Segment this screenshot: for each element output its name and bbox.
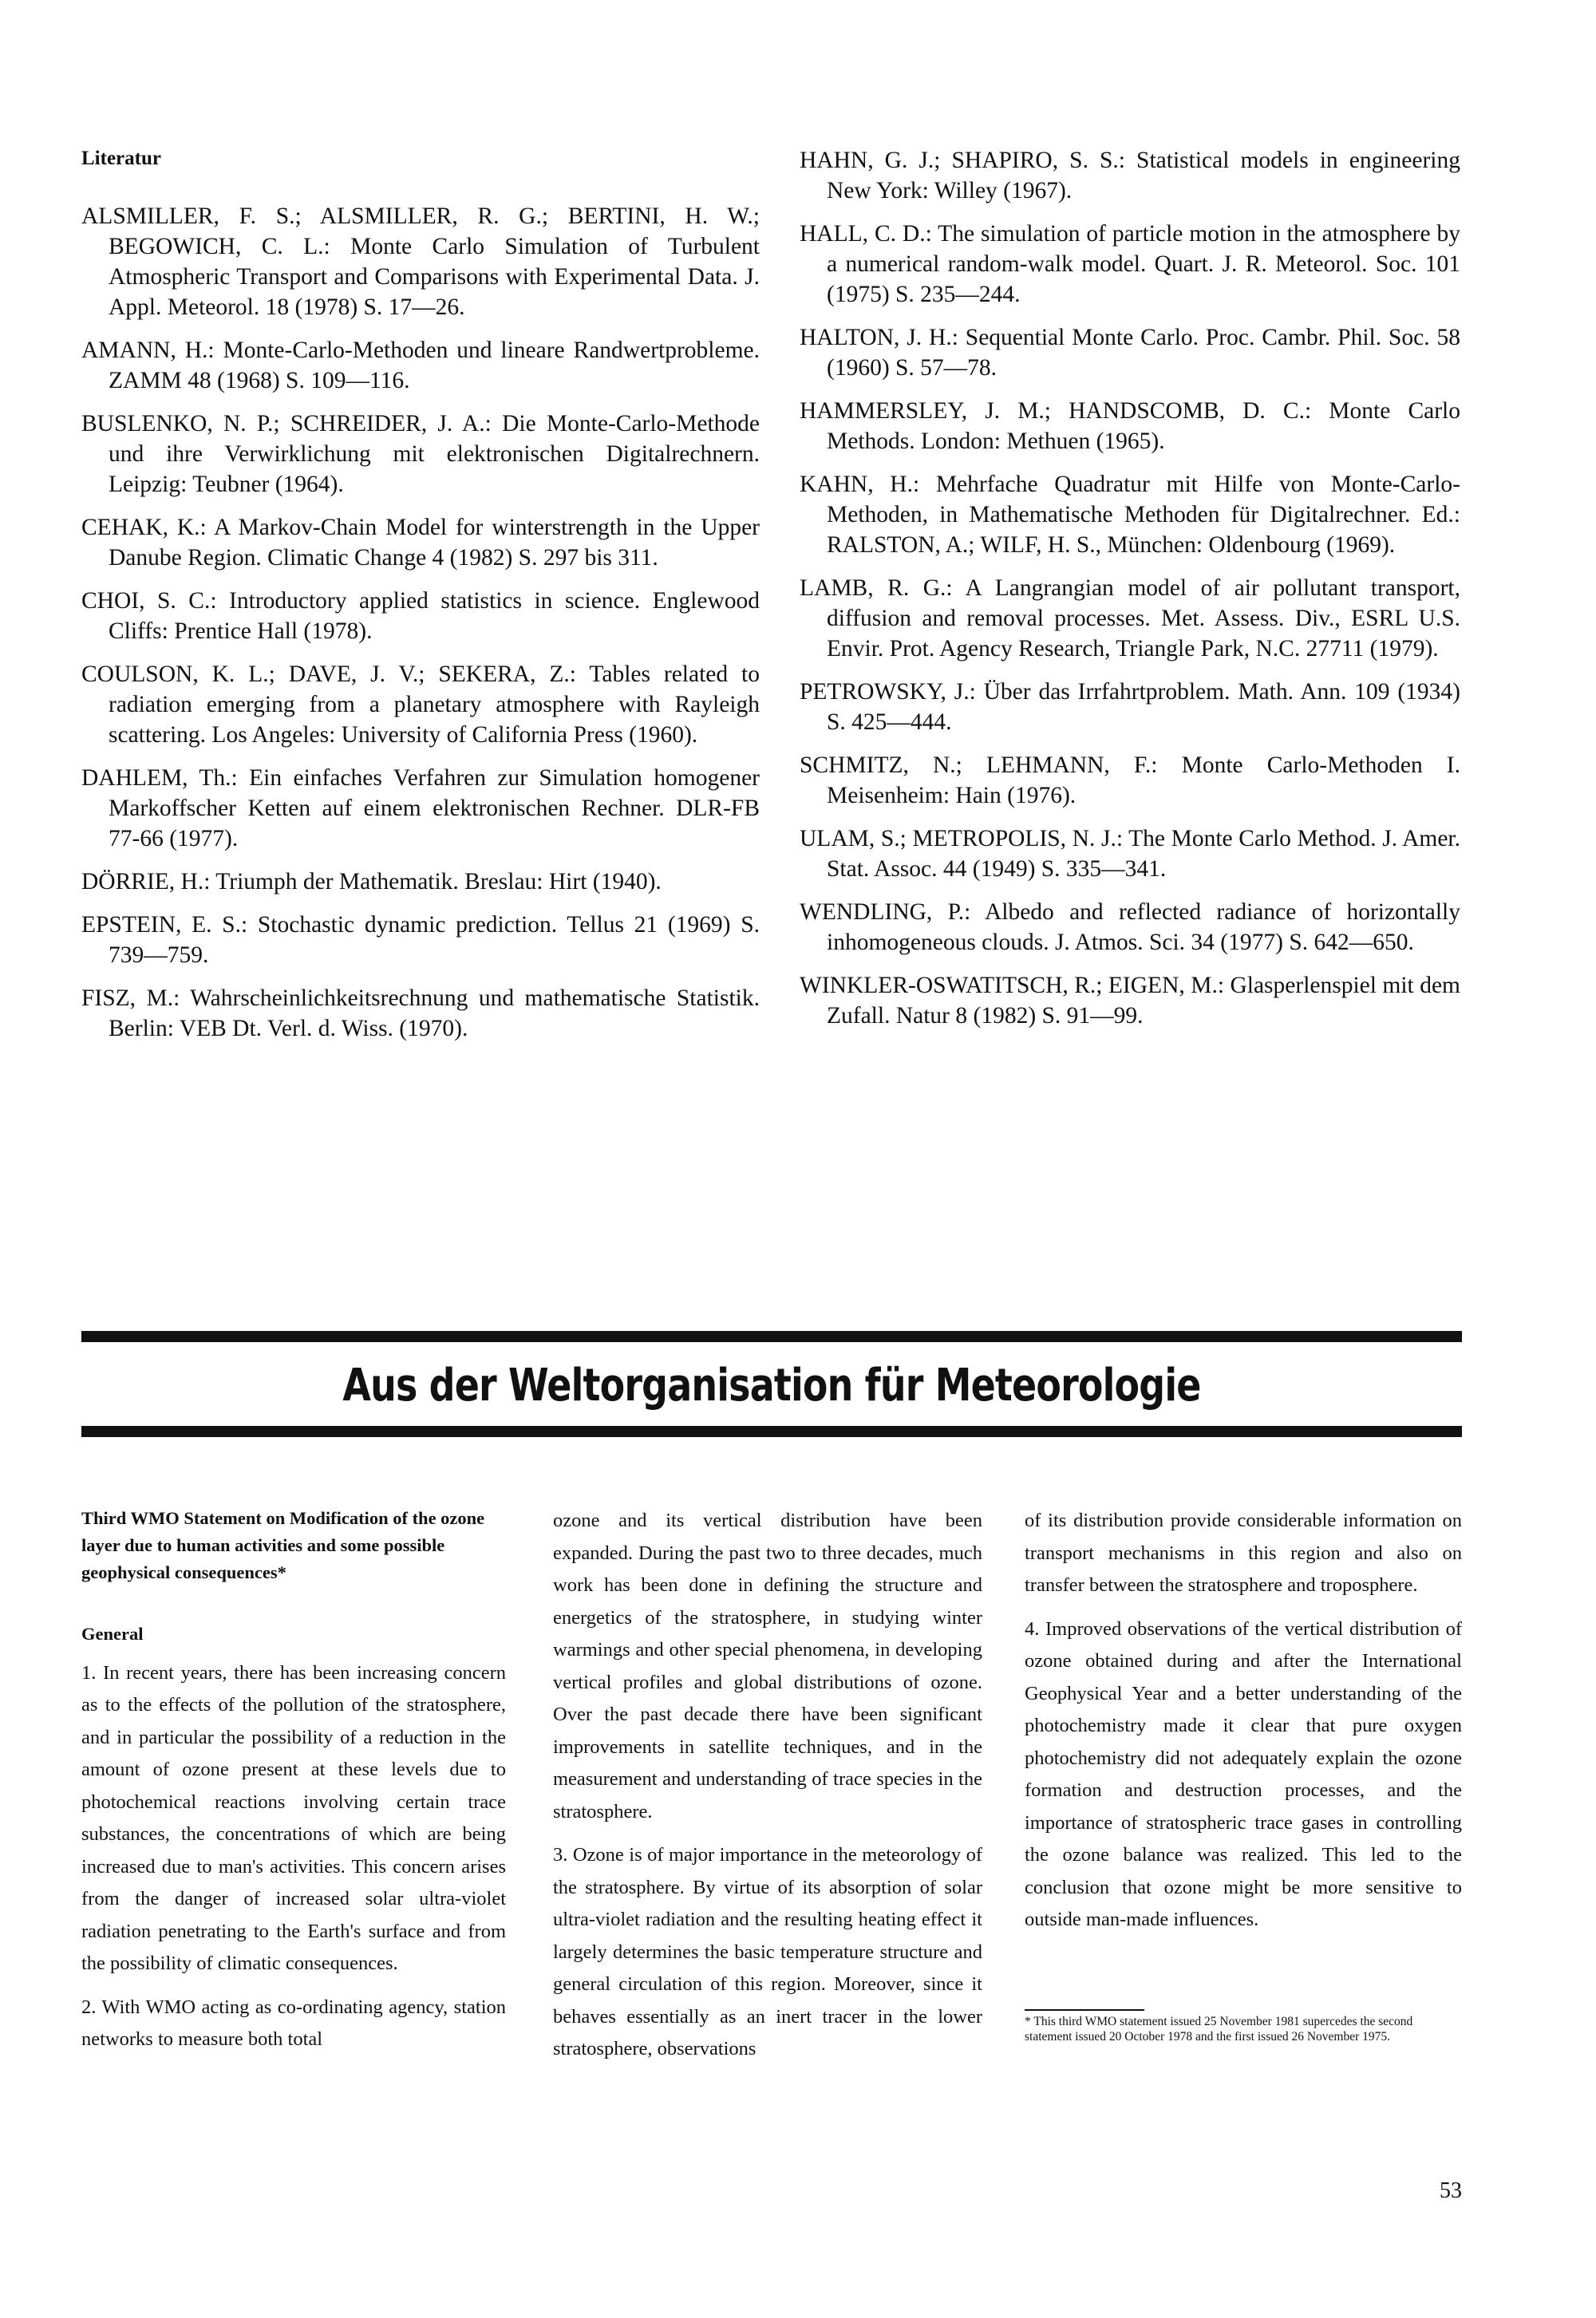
reference-entry: WENDLING, P.: Albedo and reflected radiance of horizontally inhomogeneous clouds. J. Atmos. Sci. 34 (1977) S. 642—650.	[800, 899, 1460, 955]
reference-entry: EPSTEIN, E. S.: Stochastic dynamic prediction. Tellus 21 (1969) S. 739—759.	[81, 912, 760, 968]
reference-entry: DAHLEM, Th.: Ein einfaches Verfahren zur Simulation homogener Markoffscher Ketten auf einem elektronischen Rechner. DLR-FB 77-66 (1977).	[81, 765, 760, 851]
reference-entry: ALSMILLER, F. S.; ALSMILLER, R. G.; BERTINI, H. W.; BEGOWICH, C. L.: Monte Carlo Simulation of Turbulent Atmospheric Transport and Comparisons with Experimental Data. J. Appl. Meteorol. 18 (1978) S. 17—26.	[81, 203, 760, 320]
page-number: 53	[1440, 2178, 1462, 2203]
reference-entry: AMANN, H.: Monte-Carlo-Methoden und lineare Randwertprobleme. ZAMM 48 (1968) S. 109—116.	[81, 338, 760, 393]
references-right-column	[800, 145, 1460, 1044]
reference-entry: HAMMERSLEY, J. M.; HANDSCOMB, D. C.: Monte Carlo Methods. London: Methuen (1965).	[800, 398, 1460, 454]
footnote: * This third WMO statement issued 25 November 1981 supercedes the second statement issued 20 October 1978 and the first issued 26 November 1975.	[1025, 2015, 1413, 2044]
article-title: Third WMO Statement on Modification of the ozone layer due to human activities and some possible geophysical consequences*	[81, 1508, 485, 1582]
reference-entry: CEHAK, K.: A Markov-Chain Model for winterstrength in the Upper Danube Region. Climatic Change 4 (1982) S. 297 bis 311.	[81, 515, 760, 571]
article-paragraph: 2. With WMO acting as co-ordinating agency, station networks to measure both total	[81, 1996, 506, 2050]
literature-heading: Literatur	[81, 148, 161, 169]
reference-entry: ULAM, S.; METROPOLIS, N. J.: The Monte Carlo Method. J. Amer. Stat. Assoc. 44 (1949) S. 335—341.	[800, 826, 1460, 882]
article-column-2	[553, 1505, 982, 2077]
reference-entry: COULSON, K. L.; DAVE, J. V.; SEKERA, Z.: Tables related to radiation emerging from a planetary atmosphere with Rayleigh scattering. Los Angeles: University of California Press (1960).	[81, 661, 760, 748]
reference-entry: CHOI, S. C.: Introductory applied statistics in science. Englewood Cliffs: Prentice Hall (1978).	[81, 588, 760, 644]
article-paragraph: 4. Improved observations of the vertical distribution of ozone obtained during and after the International Geophysical Year and a better understanding of the photochemistry made it clear that pure oxygen photochemistry did not adequately explain the ozone formation and destruction processes, and the importance of stratospheric trace gases in controlling the ozone balance was realized. This led to the conclusion that ozone might be more sensitive to outside man-made influences.	[1025, 1617, 1462, 1930]
article-column-3	[1025, 1505, 1462, 1948]
reference-entry: PETROWSKY, J.: Über das Irrfahrtproblem. Math. Ann. 109 (1934) S. 425—444.	[800, 679, 1460, 735]
reference-entry: KAHN, H.: Mehrfache Quadratur mit Hilfe von Monte-Carlo-Methoden, in Mathematische Methoden für Digitalrechner. Ed.: RALSTON, A.; WILF, H. S., München: Oldenbourg (1969).	[800, 472, 1460, 558]
reference-entry: DÖRRIE, H.: Triumph der Mathematik. Breslau: Hirt (1940).	[81, 869, 662, 894]
article-column-1	[81, 1505, 506, 2067]
article-paragraph: ozone and its vertical distribution have been expanded. During the past two to three decades, much work has been done in defining the structure and energetics of the stratosphere, in studying winter warmings and other special phenomena, in developing vertical profiles and global distributions of ozone. Over the past decade there have been significant improvements in satellite techniques, and in the measurement and understanding of trace species in the stratosphere.	[553, 1510, 982, 1822]
reference-entry: FISZ, M.: Wahrscheinlichkeitsrechnung und mathematische Statistik. Berlin: VEB Dt. Verl. d. Wiss. (1970).	[81, 985, 760, 1041]
reference-entry: HAHN, G. J.; SHAPIRO, S. S.: Statistical models in engineering New York: Willey (1967).	[800, 148, 1460, 203]
reference-entry: WINKLER-OSWATITSCH, R.; EIGEN, M.: Glasperlenspiel mit dem Zufall. Natur 8 (1982) S. 91—99.	[800, 973, 1460, 1029]
reference-entry: HALL, C. D.: The simulation of particle motion in the atmosphere by a numerical random-walk model. Quart. J. R. Meteorol. Soc. 101 (1975) S. 235—244.	[800, 221, 1460, 307]
section-rule-top	[81, 1331, 1462, 1342]
article-paragraph: of its distribution provide considerable information on transport mechanisms in this region and also on transfer between the stratosphere and troposphere.	[1025, 1510, 1462, 1596]
section-title: Aus der Weltorganisation für Meteorologie	[342, 1360, 1201, 1412]
reference-entry: SCHMITZ, N.; LEHMANN, F.: Monte Carlo-Methoden I. Meisenheim: Hain (1976).	[800, 752, 1460, 808]
references-left-column	[81, 201, 760, 1056]
article-subheading: General	[81, 1624, 144, 1644]
footnote-rule	[1025, 2009, 1144, 2011]
reference-entry: BUSLENKO, N. P.; SCHREIDER, J. A.: Die Monte-Carlo-Methode und ihre Verwirklichung mit elektronischen Digitalrechnern. Leipzig: Teubner (1964).	[81, 411, 760, 497]
section-rule-bottom	[81, 1426, 1462, 1437]
reference-entry: HALTON, J. H.: Sequential Monte Carlo. Proc. Cambr. Phil. Soc. 58 (1960) S. 57—78.	[800, 325, 1460, 381]
article-paragraph: 3. Ozone is of major importance in the meteorology of the stratosphere. By virtue of its absorption of solar ultra-violet radiation and the resulting heating effect it largely determines the basic temperature structure and general circulation of this region. Moreover, since it behaves essentially as an inert tracer in the lower stratosphere, observations	[553, 1844, 982, 2059]
article-paragraph: 1. In recent years, there has been increasing concern as to the effects of the pollution of the stratosphere, and in particular the possibility of a reduction in the amount of ozone present at these levels due to photochemical reactions involving certain trace substances, the concentrations of which are being increased due to man's activities. This concern arises from the danger of increased solar ultra-violet radiation penetrating to the Earth's surface and from the possibility of climatic consequences.	[81, 1661, 506, 1974]
reference-entry: LAMB, R. G.: A Langrangian model of air pollutant transport, diffusion and removal processes. Met. Assess. Div., ESRL U.S. Envir. Prot. Agency Research, Triangle Park, N.C. 27711 (1979).	[800, 575, 1460, 661]
